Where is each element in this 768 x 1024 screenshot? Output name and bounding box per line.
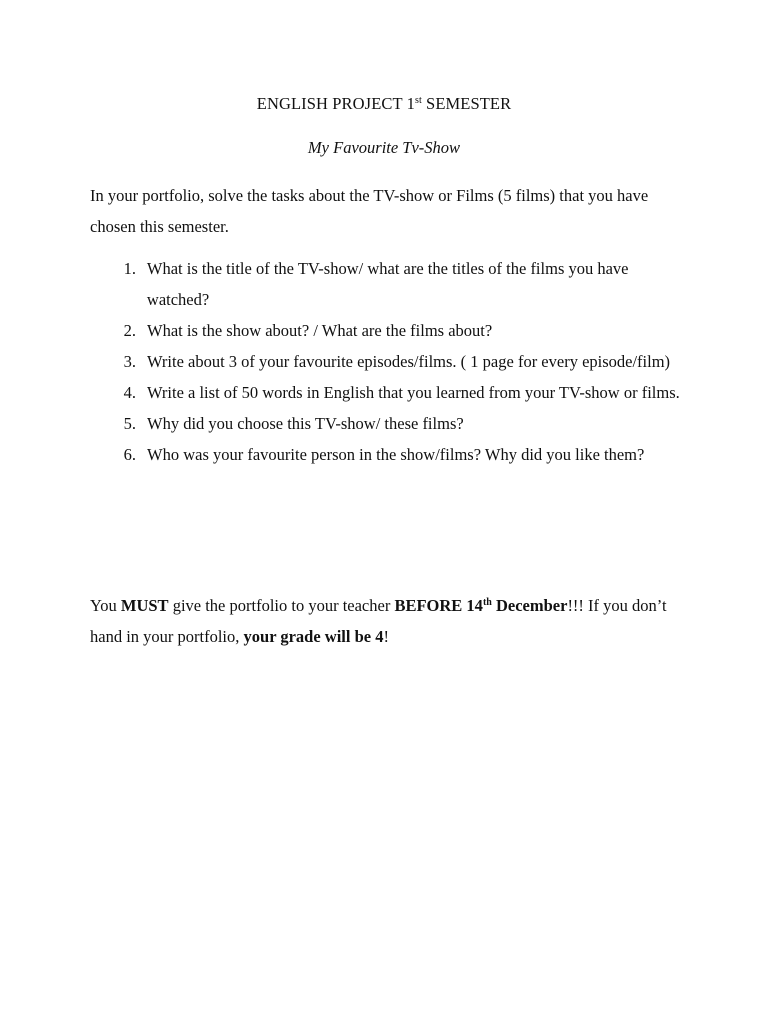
task-text: Who was your favourite person in the show/films? Why did you like them? (147, 445, 645, 464)
task-text: Write a list of 50 words in English that you learned from your TV-show or films. (147, 383, 680, 402)
notice-part-4: ! (383, 627, 389, 646)
task-number: 3. (123, 352, 136, 371)
title-superscript: st (414, 95, 422, 106)
task-text: Why did you choose this TV-show/ these films? (147, 414, 464, 433)
notice-before: BEFORE 14 (394, 596, 483, 615)
page-title (0, 94, 768, 114)
task-number: 6. (123, 445, 136, 464)
task-item-4 (90, 377, 690, 408)
task-item-3 (90, 346, 690, 377)
task-list (90, 253, 690, 470)
task-number: 1. (123, 259, 136, 278)
task-item-2 (90, 315, 690, 346)
task-number: 5. (123, 414, 136, 433)
task-item-5 (90, 408, 690, 439)
notice-part-3: !!! If you don’t hand in your portfolio, (90, 596, 667, 646)
notice-december: December (491, 596, 568, 615)
notice-date-superscript: th (482, 597, 492, 608)
task-number: 2. (123, 321, 136, 340)
notice-grade: your grade will be 4 (243, 627, 384, 646)
task-item-1 (90, 253, 690, 315)
intro-paragraph: In your portfolio, solve the tasks about the TV-show or Films (5 films) that you have chosen this semester. (90, 186, 649, 236)
notice-must: MUST (120, 596, 169, 615)
title-end: SEMESTER (421, 94, 512, 113)
task-text: What is the title of the TV-show/ what are the titles of the films you have watched? (146, 259, 629, 309)
task-text: What is the show about? / What are the films about? (147, 321, 493, 340)
notice-part-1: You (90, 596, 121, 615)
deadline-notice (90, 590, 690, 652)
task-number: 4. (123, 383, 136, 402)
task-text: Write about 3 of your favourite episodes/films. ( 1 page for every episode/film) (147, 352, 671, 371)
task-item-6 (90, 439, 690, 470)
notice-part-2: give the portfolio to your teacher (168, 596, 395, 615)
title-main: ENGLISH PROJECT 1 (256, 94, 415, 113)
page-subtitle: My Favourite Tv-Show (307, 138, 461, 157)
